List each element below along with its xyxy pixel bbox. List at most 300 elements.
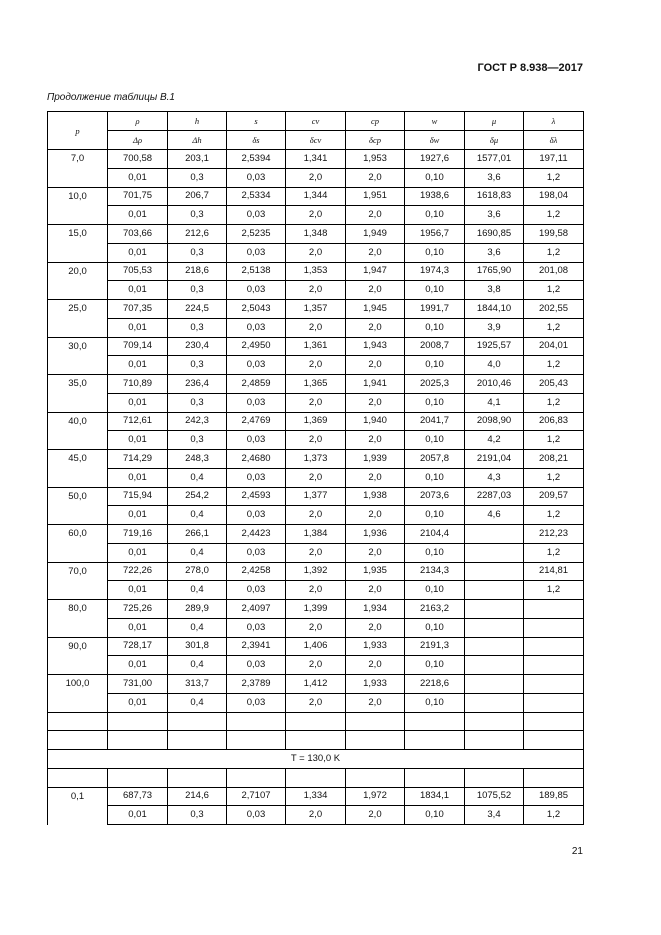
uncertainty-cell: 0,3 [168, 206, 227, 225]
table-row-uncertainties [48, 168, 584, 187]
uncertainty-cell: 0,01 [108, 243, 168, 262]
value-cell: 278,0 [168, 562, 227, 581]
uncertainty-cell: 2,0 [286, 468, 346, 487]
pressure-cell: 50,0 [48, 487, 108, 506]
uncertainty-cell: 0,01 [108, 431, 168, 450]
column-header-delta-cv: δcv [286, 131, 346, 150]
blank-cell [524, 768, 584, 787]
value-cell: 1,357 [286, 300, 346, 319]
uncertainty-cell: 0,01 [108, 581, 168, 600]
value-cell: 2008,7 [405, 337, 465, 356]
value-cell: 2,5334 [227, 187, 286, 206]
uncertainty-cell: 0,01 [108, 318, 168, 337]
value-cell: 725,26 [108, 600, 168, 619]
uncertainty-cell [465, 543, 524, 562]
uncertainty-cell: 2,0 [346, 318, 405, 337]
value-cell: 254,2 [168, 487, 227, 506]
table-row-uncertainties [48, 581, 584, 600]
pressure-cell-blank [48, 206, 108, 225]
value-cell: 242,3 [168, 412, 227, 431]
value-cell: 236,4 [168, 375, 227, 394]
table-row-values [48, 487, 584, 506]
uncertainty-cell: 2,0 [286, 581, 346, 600]
value-cell: 212,23 [524, 525, 584, 544]
uncertainty-cell: 2,0 [346, 393, 405, 412]
uncertainty-cell: 3,8 [465, 281, 524, 300]
uncertainty-cell: 2,0 [346, 618, 405, 637]
value-cell: 1,943 [346, 337, 405, 356]
value-cell: 1834,1 [405, 787, 465, 806]
value-cell: 1,949 [346, 225, 405, 244]
value-cell: 2041,7 [405, 412, 465, 431]
value-cell: 1,933 [346, 675, 405, 694]
uncertainty-cell: 0,03 [227, 206, 286, 225]
value-cell: 198,04 [524, 187, 584, 206]
uncertainty-cell: 2,0 [286, 168, 346, 187]
pressure-cell: 80,0 [48, 600, 108, 619]
value-cell: 1,373 [286, 450, 346, 469]
pressure-cell: 60,0 [48, 525, 108, 544]
value-cell: 205,43 [524, 375, 584, 394]
table-row-uncertainties [48, 206, 584, 225]
value-cell: 1,412 [286, 675, 346, 694]
uncertainty-cell: 2,0 [286, 243, 346, 262]
value-cell: 1,406 [286, 637, 346, 656]
pressure-cell: 100,0 [48, 675, 108, 694]
uncertainty-cell: 2,0 [346, 506, 405, 525]
blank-cell [48, 712, 108, 731]
value-cell: 728,17 [108, 637, 168, 656]
value-cell: 731,00 [108, 675, 168, 694]
value-cell: 1,344 [286, 187, 346, 206]
column-header-p: p [48, 112, 108, 150]
value-cell: 199,58 [524, 225, 584, 244]
value-cell: 712,61 [108, 412, 168, 431]
uncertainty-cell: 4,1 [465, 393, 524, 412]
uncertainty-cell: 1,2 [524, 506, 584, 525]
table-row-uncertainties [48, 243, 584, 262]
uncertainty-cell: 1,2 [524, 393, 584, 412]
value-cell: 1,353 [286, 262, 346, 281]
table-row-values [48, 637, 584, 656]
value-cell: 705,53 [108, 262, 168, 281]
uncertainty-cell: 0,4 [168, 543, 227, 562]
pressure-cell-blank [48, 318, 108, 337]
table-row-uncertainties [48, 393, 584, 412]
uncertainty-cell [465, 656, 524, 675]
uncertainty-cell: 2,0 [286, 393, 346, 412]
table-row-values [48, 225, 584, 244]
column-header-h: h [168, 112, 227, 131]
value-cell: 2,7107 [227, 787, 286, 806]
uncertainty-cell: 2,0 [346, 356, 405, 375]
value-cell: 1991,7 [405, 300, 465, 319]
value-cell: 1765,90 [465, 262, 524, 281]
table-row-uncertainties [48, 693, 584, 712]
value-cell: 230,4 [168, 337, 227, 356]
value-cell: 719,16 [108, 525, 168, 544]
header-row-symbols [48, 112, 584, 131]
blank-cell [346, 712, 405, 731]
section-row [48, 750, 584, 769]
value-cell: 2,4769 [227, 412, 286, 431]
header-row-uncertainties [48, 131, 584, 150]
document-code: ГОСТ Р 8.938—2017 [477, 62, 583, 74]
uncertainty-cell: 1,2 [524, 468, 584, 487]
uncertainty-cell: 2,0 [346, 806, 405, 825]
temperature-heading: T = 130,0 K [48, 750, 584, 769]
uncertainty-cell: 4,2 [465, 431, 524, 450]
value-cell: 1,936 [346, 525, 405, 544]
value-cell: 301,8 [168, 637, 227, 656]
value-cell: 1,341 [286, 150, 346, 169]
value-cell: 2025,3 [405, 375, 465, 394]
pressure-cell: 30,0 [48, 337, 108, 356]
uncertainty-cell: 1,2 [524, 543, 584, 562]
column-header-s: s [227, 112, 286, 131]
uncertainty-cell: 0,4 [168, 468, 227, 487]
uncertainty-cell: 2,0 [286, 618, 346, 637]
table-row-values [48, 412, 584, 431]
uncertainty-cell: 0,10 [405, 168, 465, 187]
data-table [47, 111, 584, 825]
blank-cell [346, 768, 405, 787]
value-cell: 1,334 [286, 787, 346, 806]
blank-cell [465, 768, 524, 787]
uncertainty-cell: 1,2 [524, 806, 584, 825]
value-cell: 2,4258 [227, 562, 286, 581]
value-cell: 2073,6 [405, 487, 465, 506]
uncertainty-cell: 2,0 [286, 806, 346, 825]
uncertainty-cell: 3,4 [465, 806, 524, 825]
value-cell: 703,66 [108, 225, 168, 244]
uncertainty-cell: 0,3 [168, 281, 227, 300]
uncertainty-cell: 2,0 [286, 693, 346, 712]
pressure-cell: 15,0 [48, 225, 108, 244]
value-cell [524, 600, 584, 619]
pressure-cell: 7,0 [48, 150, 108, 169]
value-cell: 1618,83 [465, 187, 524, 206]
uncertainty-cell: 2,0 [286, 281, 346, 300]
value-cell [465, 600, 524, 619]
uncertainty-cell: 0,10 [405, 656, 465, 675]
uncertainty-cell: 0,01 [108, 806, 168, 825]
uncertainty-cell: 0,03 [227, 168, 286, 187]
pressure-cell-blank [48, 581, 108, 600]
uncertainty-cell: 1,2 [524, 581, 584, 600]
uncertainty-cell: 4,3 [465, 468, 524, 487]
column-header-delta-cp: δcp [346, 131, 405, 150]
uncertainty-cell: 0,01 [108, 168, 168, 187]
uncertainty-cell: 0,3 [168, 431, 227, 450]
uncertainty-cell: 0,03 [227, 581, 286, 600]
uncertainty-cell: 0,3 [168, 393, 227, 412]
value-cell: 700,58 [108, 150, 168, 169]
uncertainty-cell: 1,2 [524, 168, 584, 187]
uncertainty-cell: 0,3 [168, 168, 227, 187]
uncertainty-cell: 0,03 [227, 281, 286, 300]
uncertainty-cell: 0,10 [405, 506, 465, 525]
pressure-cell-blank [48, 806, 108, 825]
pressure-cell-blank [48, 468, 108, 487]
uncertainty-cell: 3,9 [465, 318, 524, 337]
uncertainty-cell: 0,10 [405, 281, 465, 300]
value-cell: 1,377 [286, 487, 346, 506]
value-cell: 1,941 [346, 375, 405, 394]
value-cell: 709,14 [108, 337, 168, 356]
value-cell: 2104,4 [405, 525, 465, 544]
column-header-mu: μ [465, 112, 524, 131]
uncertainty-cell: 0,10 [405, 318, 465, 337]
value-cell: 201,08 [524, 262, 584, 281]
value-cell [465, 562, 524, 581]
page-number: 21 [571, 846, 583, 857]
value-cell [465, 525, 524, 544]
table-row-values [48, 150, 584, 169]
uncertainty-cell: 2,0 [346, 656, 405, 675]
blank-cell [168, 731, 227, 750]
uncertainty-cell [524, 618, 584, 637]
pressure-cell: 70,0 [48, 562, 108, 581]
table-row-values [48, 300, 584, 319]
value-cell: 707,35 [108, 300, 168, 319]
blank-cell [227, 768, 286, 787]
value-cell: 687,73 [108, 787, 168, 806]
uncertainty-cell: 0,10 [405, 693, 465, 712]
table-row-values [48, 375, 584, 394]
uncertainty-cell: 2,0 [286, 543, 346, 562]
pressure-cell-blank [48, 168, 108, 187]
value-cell: 2218,6 [405, 675, 465, 694]
pressure-cell: 20,0 [48, 262, 108, 281]
uncertainty-cell: 0,03 [227, 806, 286, 825]
value-cell: 206,83 [524, 412, 584, 431]
uncertainty-cell: 0,01 [108, 618, 168, 637]
blank-cell [465, 712, 524, 731]
value-cell: 1,939 [346, 450, 405, 469]
uncertainty-cell: 0,01 [108, 393, 168, 412]
value-cell: 1,369 [286, 412, 346, 431]
uncertainty-cell: 0,10 [405, 543, 465, 562]
uncertainty-cell: 0,03 [227, 618, 286, 637]
value-cell: 2191,3 [405, 637, 465, 656]
uncertainty-cell: 3,6 [465, 168, 524, 187]
value-cell: 209,57 [524, 487, 584, 506]
uncertainty-cell [465, 618, 524, 637]
uncertainty-cell: 0,4 [168, 693, 227, 712]
blank-cell [346, 731, 405, 750]
table-row-values [48, 675, 584, 694]
value-cell: 2,3789 [227, 675, 286, 694]
pressure-cell-blank [48, 693, 108, 712]
value-cell: 1938,6 [405, 187, 465, 206]
uncertainty-cell: 0,03 [227, 506, 286, 525]
uncertainty-cell: 0,4 [168, 581, 227, 600]
blank-cell [405, 731, 465, 750]
value-cell: 206,7 [168, 187, 227, 206]
value-cell: 214,6 [168, 787, 227, 806]
uncertainty-cell: 2,0 [346, 693, 405, 712]
uncertainty-cell: 0,01 [108, 356, 168, 375]
table-row-values [48, 187, 584, 206]
uncertainty-cell: 0,10 [405, 618, 465, 637]
blank-row [48, 712, 584, 731]
column-header-cv: cv [286, 112, 346, 131]
value-cell: 710,89 [108, 375, 168, 394]
table-row-values [48, 262, 584, 281]
pressure-cell: 25,0 [48, 300, 108, 319]
pressure-cell: 10,0 [48, 187, 108, 206]
table-row-values [48, 787, 584, 806]
uncertainty-cell: 2,0 [346, 281, 405, 300]
value-cell: 701,75 [108, 187, 168, 206]
value-cell: 1925,57 [465, 337, 524, 356]
blank-cell [405, 712, 465, 731]
pressure-cell-blank [48, 618, 108, 637]
value-cell: 2098,90 [465, 412, 524, 431]
value-cell: 1,935 [346, 562, 405, 581]
uncertainty-cell: 0,01 [108, 281, 168, 300]
value-cell: 1,953 [346, 150, 405, 169]
uncertainty-cell: 0,10 [405, 431, 465, 450]
blank-cell [108, 712, 168, 731]
blank-cell [405, 768, 465, 787]
column-header-rho: ρ [108, 112, 168, 131]
value-cell: 2,5043 [227, 300, 286, 319]
value-cell: 1,392 [286, 562, 346, 581]
value-cell: 2057,8 [405, 450, 465, 469]
uncertainty-cell: 1,2 [524, 281, 584, 300]
value-cell: 2191,04 [465, 450, 524, 469]
uncertainty-cell: 0,10 [405, 243, 465, 262]
uncertainty-cell [524, 656, 584, 675]
value-cell: 2,5138 [227, 262, 286, 281]
uncertainty-cell: 0,10 [405, 206, 465, 225]
uncertainty-cell: 0,10 [405, 356, 465, 375]
value-cell: 266,1 [168, 525, 227, 544]
value-cell: 1,361 [286, 337, 346, 356]
uncertainty-cell: 0,03 [227, 693, 286, 712]
blank-cell [227, 731, 286, 750]
value-cell: 2287,03 [465, 487, 524, 506]
uncertainty-cell: 0,03 [227, 431, 286, 450]
value-cell: 208,21 [524, 450, 584, 469]
value-cell: 1,945 [346, 300, 405, 319]
value-cell: 2,4423 [227, 525, 286, 544]
value-cell: 2010,46 [465, 375, 524, 394]
value-cell: 1927,6 [405, 150, 465, 169]
uncertainty-cell: 0,3 [168, 318, 227, 337]
value-cell: 722,26 [108, 562, 168, 581]
uncertainty-cell: 0,3 [168, 243, 227, 262]
blank-cell [48, 768, 108, 787]
value-cell: 313,7 [168, 675, 227, 694]
value-cell: 1956,7 [405, 225, 465, 244]
blank-cell [286, 712, 346, 731]
value-cell: 2,4680 [227, 450, 286, 469]
table-caption: Продолжение таблицы В.1 [47, 92, 175, 103]
uncertainty-cell: 4,0 [465, 356, 524, 375]
uncertainty-cell: 0,3 [168, 806, 227, 825]
table-row-uncertainties [48, 806, 584, 825]
value-cell: 2,4593 [227, 487, 286, 506]
column-header-lambda: λ [524, 112, 584, 131]
uncertainty-cell: 0,01 [108, 206, 168, 225]
blank-cell [227, 712, 286, 731]
table-row-uncertainties [48, 431, 584, 450]
uncertainty-cell: 0,4 [168, 506, 227, 525]
value-cell: 197,11 [524, 150, 584, 169]
uncertainty-cell: 3,6 [465, 206, 524, 225]
value-cell: 203,1 [168, 150, 227, 169]
value-cell: 1,951 [346, 187, 405, 206]
uncertainty-cell: 1,2 [524, 431, 584, 450]
value-cell: 1,947 [346, 262, 405, 281]
uncertainty-cell: 0,03 [227, 656, 286, 675]
uncertainty-cell: 0,03 [227, 356, 286, 375]
uncertainty-cell: 0,03 [227, 468, 286, 487]
value-cell: 248,3 [168, 450, 227, 469]
table-row-uncertainties [48, 468, 584, 487]
table-row-values [48, 337, 584, 356]
table-row-uncertainties [48, 506, 584, 525]
uncertainty-cell: 2,0 [346, 581, 405, 600]
column-header-delta-mu: δμ [465, 131, 524, 150]
uncertainty-cell: 0,03 [227, 543, 286, 562]
value-cell [465, 637, 524, 656]
value-cell: 2,5394 [227, 150, 286, 169]
value-cell: 289,9 [168, 600, 227, 619]
uncertainty-cell: 1,2 [524, 318, 584, 337]
uncertainty-cell: 0,3 [168, 356, 227, 375]
pressure-cell: 45,0 [48, 450, 108, 469]
pressure-cell-blank [48, 356, 108, 375]
value-cell: 224,5 [168, 300, 227, 319]
uncertainty-cell: 0,10 [405, 581, 465, 600]
table-row-uncertainties [48, 318, 584, 337]
uncertainty-cell: 2,0 [286, 206, 346, 225]
value-cell: 1,348 [286, 225, 346, 244]
blank-cell [524, 712, 584, 731]
column-header-w: w [405, 112, 465, 131]
uncertainty-cell [465, 581, 524, 600]
table-row-values [48, 600, 584, 619]
blank-row [48, 731, 584, 750]
uncertainty-cell: 2,0 [346, 243, 405, 262]
uncertainty-cell [465, 693, 524, 712]
blank-cell [108, 768, 168, 787]
value-cell: 1690,85 [465, 225, 524, 244]
table-row-values [48, 450, 584, 469]
uncertainty-cell: 0,10 [405, 393, 465, 412]
uncertainty-cell: 2,0 [346, 206, 405, 225]
uncertainty-cell: 0,01 [108, 506, 168, 525]
column-header-delta-w: δw [405, 131, 465, 150]
pressure-cell-blank [48, 656, 108, 675]
blank-row [48, 768, 584, 787]
uncertainty-cell: 2,0 [346, 543, 405, 562]
table-row-uncertainties [48, 543, 584, 562]
pressure-cell-blank [48, 281, 108, 300]
uncertainty-cell: 0,03 [227, 243, 286, 262]
uncertainty-cell: 0,4 [168, 656, 227, 675]
table-row-uncertainties [48, 656, 584, 675]
value-cell: 1,399 [286, 600, 346, 619]
value-cell: 714,29 [108, 450, 168, 469]
column-header-delta-lambda: δλ [524, 131, 584, 150]
value-cell: 2,4950 [227, 337, 286, 356]
pressure-cell-blank [48, 506, 108, 525]
